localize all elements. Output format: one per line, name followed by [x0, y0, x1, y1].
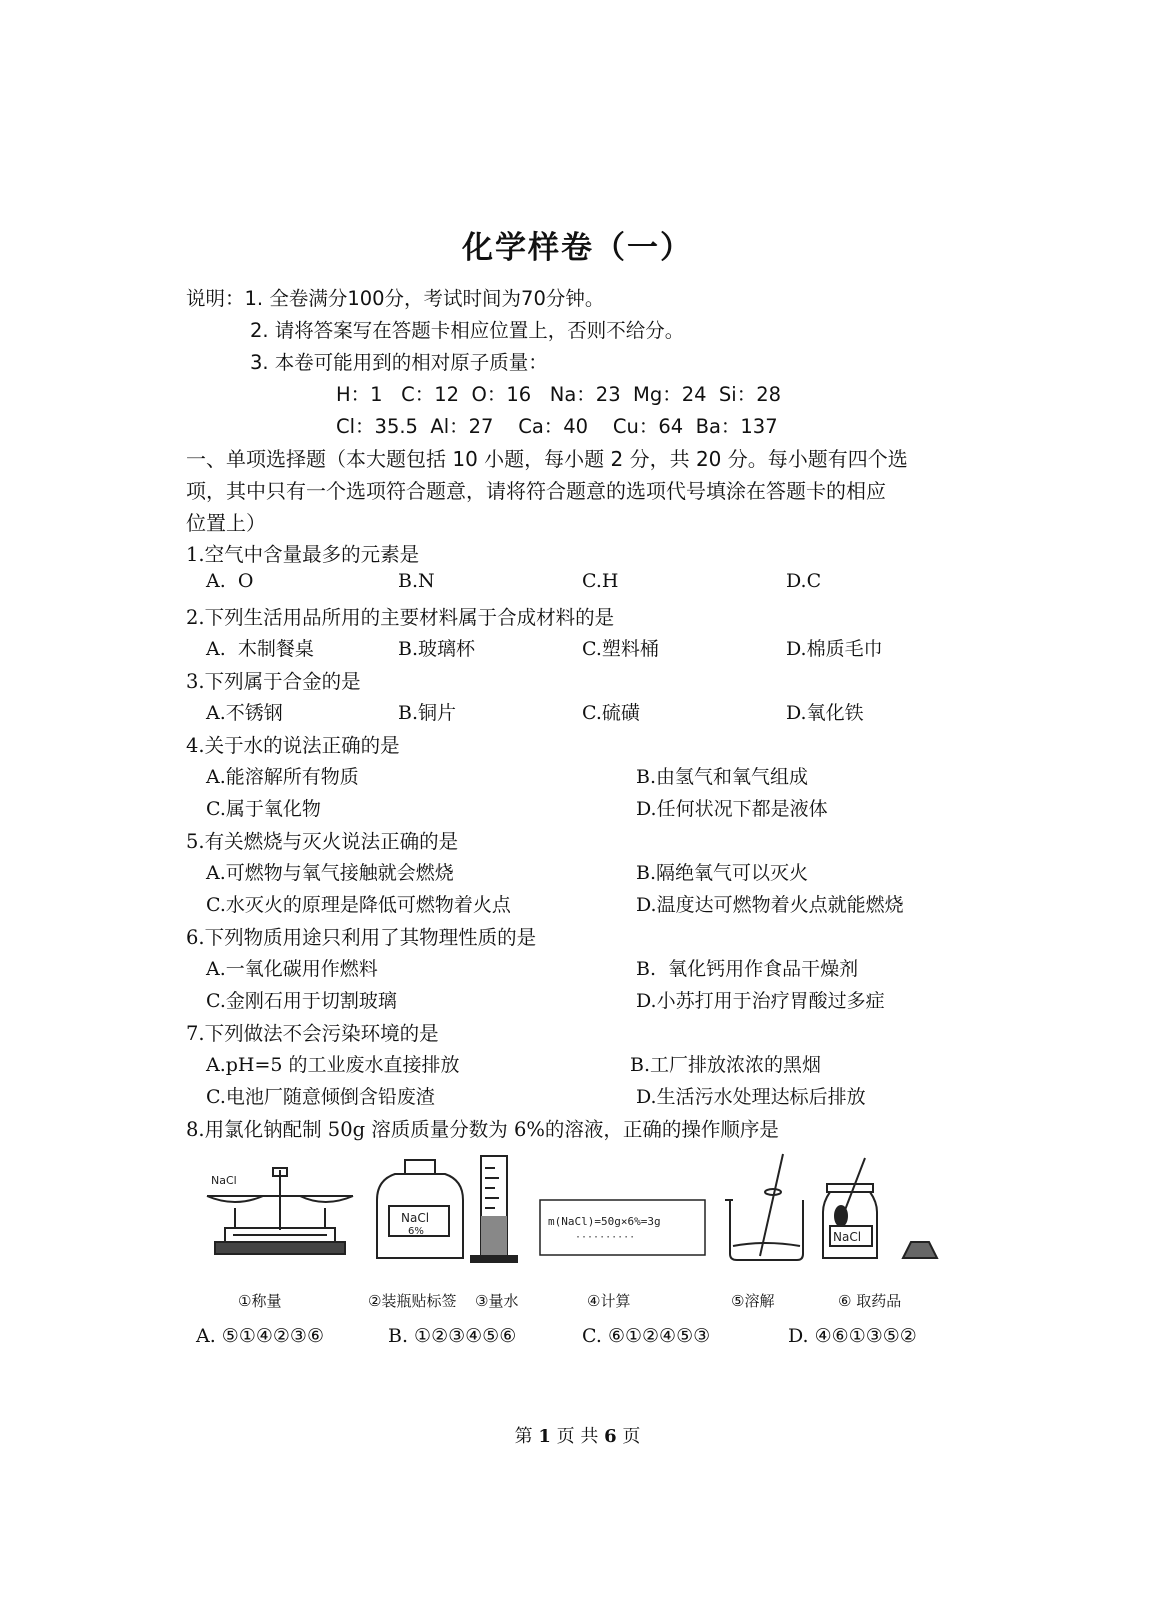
- question-8-option-b: B. ①②③④⑤⑥: [388, 1325, 517, 1347]
- bottle-label-line-1: NaCl: [401, 1211, 430, 1225]
- question-7-option-d: D.生活污水处理达标后排放: [636, 1086, 866, 1108]
- instruction-item-2: 2. 请将答案写在答题卡相应位置上，否则不给分。: [250, 319, 685, 342]
- jar-nacl-label: NaCl: [833, 1230, 862, 1244]
- question-4-stem: 4.关于水的说法正确的是: [186, 734, 400, 757]
- instructions-lead-label: 说明：: [186, 287, 245, 310]
- question-8-option-a: A. ⑤①④②③⑥: [196, 1325, 324, 1347]
- beaker-illustration: [725, 1154, 803, 1260]
- question-6-option-a: A.一氧化碳用作燃料: [206, 958, 378, 980]
- question-3-option-c: C.硫磺: [582, 702, 640, 724]
- calculation-box: [540, 1200, 705, 1255]
- section-header-line-1: 一、单项选择题（本大题包括 10 小题，每小题 2 分，共 20 分。每小题有四个选: [186, 447, 908, 471]
- footer-page-number: 1: [538, 1426, 551, 1447]
- question-1-option-d: D.C: [786, 570, 822, 592]
- question-1-option-a: A. O: [206, 570, 254, 592]
- balance-illustration: [207, 1168, 353, 1254]
- question-6-option-d: D.小苏打用于治疗胃酸过多症: [636, 990, 885, 1012]
- page-footer: [0, 1422, 1155, 1448]
- question-2-option-a: A. 木制餐桌: [206, 638, 314, 660]
- question-5-option-d: D.温度达可燃物着火点就能燃烧: [636, 894, 904, 916]
- calculation-formula: m(NaCl)=50g×6%=3g: [548, 1215, 661, 1228]
- question-1-option-c: C.H: [582, 570, 619, 592]
- lab-procedure-figure: [205, 1150, 965, 1310]
- question-3-option-d: D.氧化铁: [786, 702, 864, 724]
- question-4-option-c: C.属于氧化物: [206, 798, 321, 820]
- question-5-option-b: B.隔绝氧气可以灭火: [636, 862, 809, 884]
- atomic-masses-row-1: H：1 C：12 O：16 Na：23 Mg：24 Si：28: [336, 383, 782, 406]
- question-4-option-a: A.能溶解所有物质: [206, 766, 359, 788]
- question-7-option-c: C.电池厂随意倾倒含铅废渣: [206, 1086, 435, 1108]
- step-label-calculate: ④计算: [587, 1292, 631, 1310]
- question-2-option-c: C.塑料桶: [582, 638, 659, 660]
- section-header-line-3: 位置上）: [186, 511, 266, 535]
- question-2-stem: 2.下列生活用品所用的主要材料属于合成材料的是: [186, 606, 615, 629]
- question-8-option-c: C. ⑥①②④⑤③: [582, 1325, 711, 1347]
- step-label-take-reagent: ⑥ 取药品: [838, 1292, 902, 1310]
- section-header-line-2: 项，其中只有一个选项符合题意，请将符合题意的选项代号填涂在答题卡的相应: [186, 479, 886, 503]
- question-4-option-d: D.任何状况下都是液体: [636, 798, 828, 820]
- question-3-stem: 3.下列属于合金的是: [186, 670, 361, 693]
- instruction-item-3: 3. 本卷可能用到的相对原子质量：: [250, 351, 548, 374]
- question-5-stem: 5.有关燃烧与灭火说法正确的是: [186, 830, 459, 853]
- graduated-cylinder-illustration: [471, 1156, 517, 1262]
- reagent-bottle-illustration: [377, 1160, 463, 1258]
- step-label-dissolve: ⑤溶解: [731, 1292, 775, 1310]
- question-7-option-a: A.pH=5 的工业废水直接排放: [206, 1054, 460, 1076]
- question-1-option-b: B.N: [398, 570, 435, 592]
- question-4-option-b: B.由氢气和氧气组成: [636, 766, 809, 788]
- question-2-option-d: D.棉质毛巾: [786, 638, 883, 660]
- bottle-label-line-2: 6%: [408, 1226, 424, 1237]
- question-6-option-b: B. 氧化钙用作食品干燥剂: [636, 958, 859, 980]
- svg-text:··········: ··········: [575, 1232, 636, 1243]
- page-title: 化学样卷（一）: [462, 230, 693, 266]
- question-8-stem: 8.用氯化钠配制 50g 溶质质量分数为 6%的溶液，正确的操作顺序是: [186, 1118, 779, 1141]
- step-label-measure-water: ③量水: [475, 1292, 519, 1310]
- question-8-option-d: D. ④⑥①③⑤②: [788, 1325, 917, 1347]
- instruction-item-1: 1. 全卷满分100分，考试时间为70分钟。: [244, 287, 605, 310]
- footer-prefix: 第: [514, 1426, 533, 1447]
- question-1-stem: 1.空气中含量最多的元素是: [186, 543, 420, 566]
- question-7-option-b: B.工厂排放浓浓的黑烟: [630, 1054, 822, 1076]
- question-6-option-c: C.金刚石用于切割玻璃: [206, 990, 397, 1012]
- footer-suffix: 页: [622, 1426, 641, 1447]
- step-label-weigh: ①称量: [238, 1292, 282, 1310]
- question-2-option-b: B.玻璃杯: [398, 638, 476, 660]
- question-5-option-c: C.水灭火的原理是降低可燃物着火点: [206, 894, 511, 916]
- question-5-option-a: A.可燃物与氧气接触就会燃烧: [206, 862, 454, 884]
- question-3-option-b: B.铜片: [398, 702, 457, 724]
- balance-nacl-label: NaCl: [211, 1174, 237, 1187]
- instructions-lead: [186, 283, 604, 311]
- jar-spoon-illustration: [823, 1158, 937, 1258]
- footer-middle: 页 共: [556, 1426, 599, 1447]
- atomic-masses-row-2: Cl：35.5 Al：27 Ca：40 Cu：64 Ba：137: [336, 415, 778, 438]
- question-6-stem: 6.下列物质用途只利用了其物理性质的是: [186, 926, 537, 949]
- footer-total-pages: 6: [604, 1426, 617, 1447]
- question-3-option-a: A.不锈钢: [206, 702, 283, 724]
- step-label-bottle: ②装瓶贴标签: [368, 1292, 457, 1310]
- question-7-stem: 7.下列做法不会污染环境的是: [186, 1022, 439, 1045]
